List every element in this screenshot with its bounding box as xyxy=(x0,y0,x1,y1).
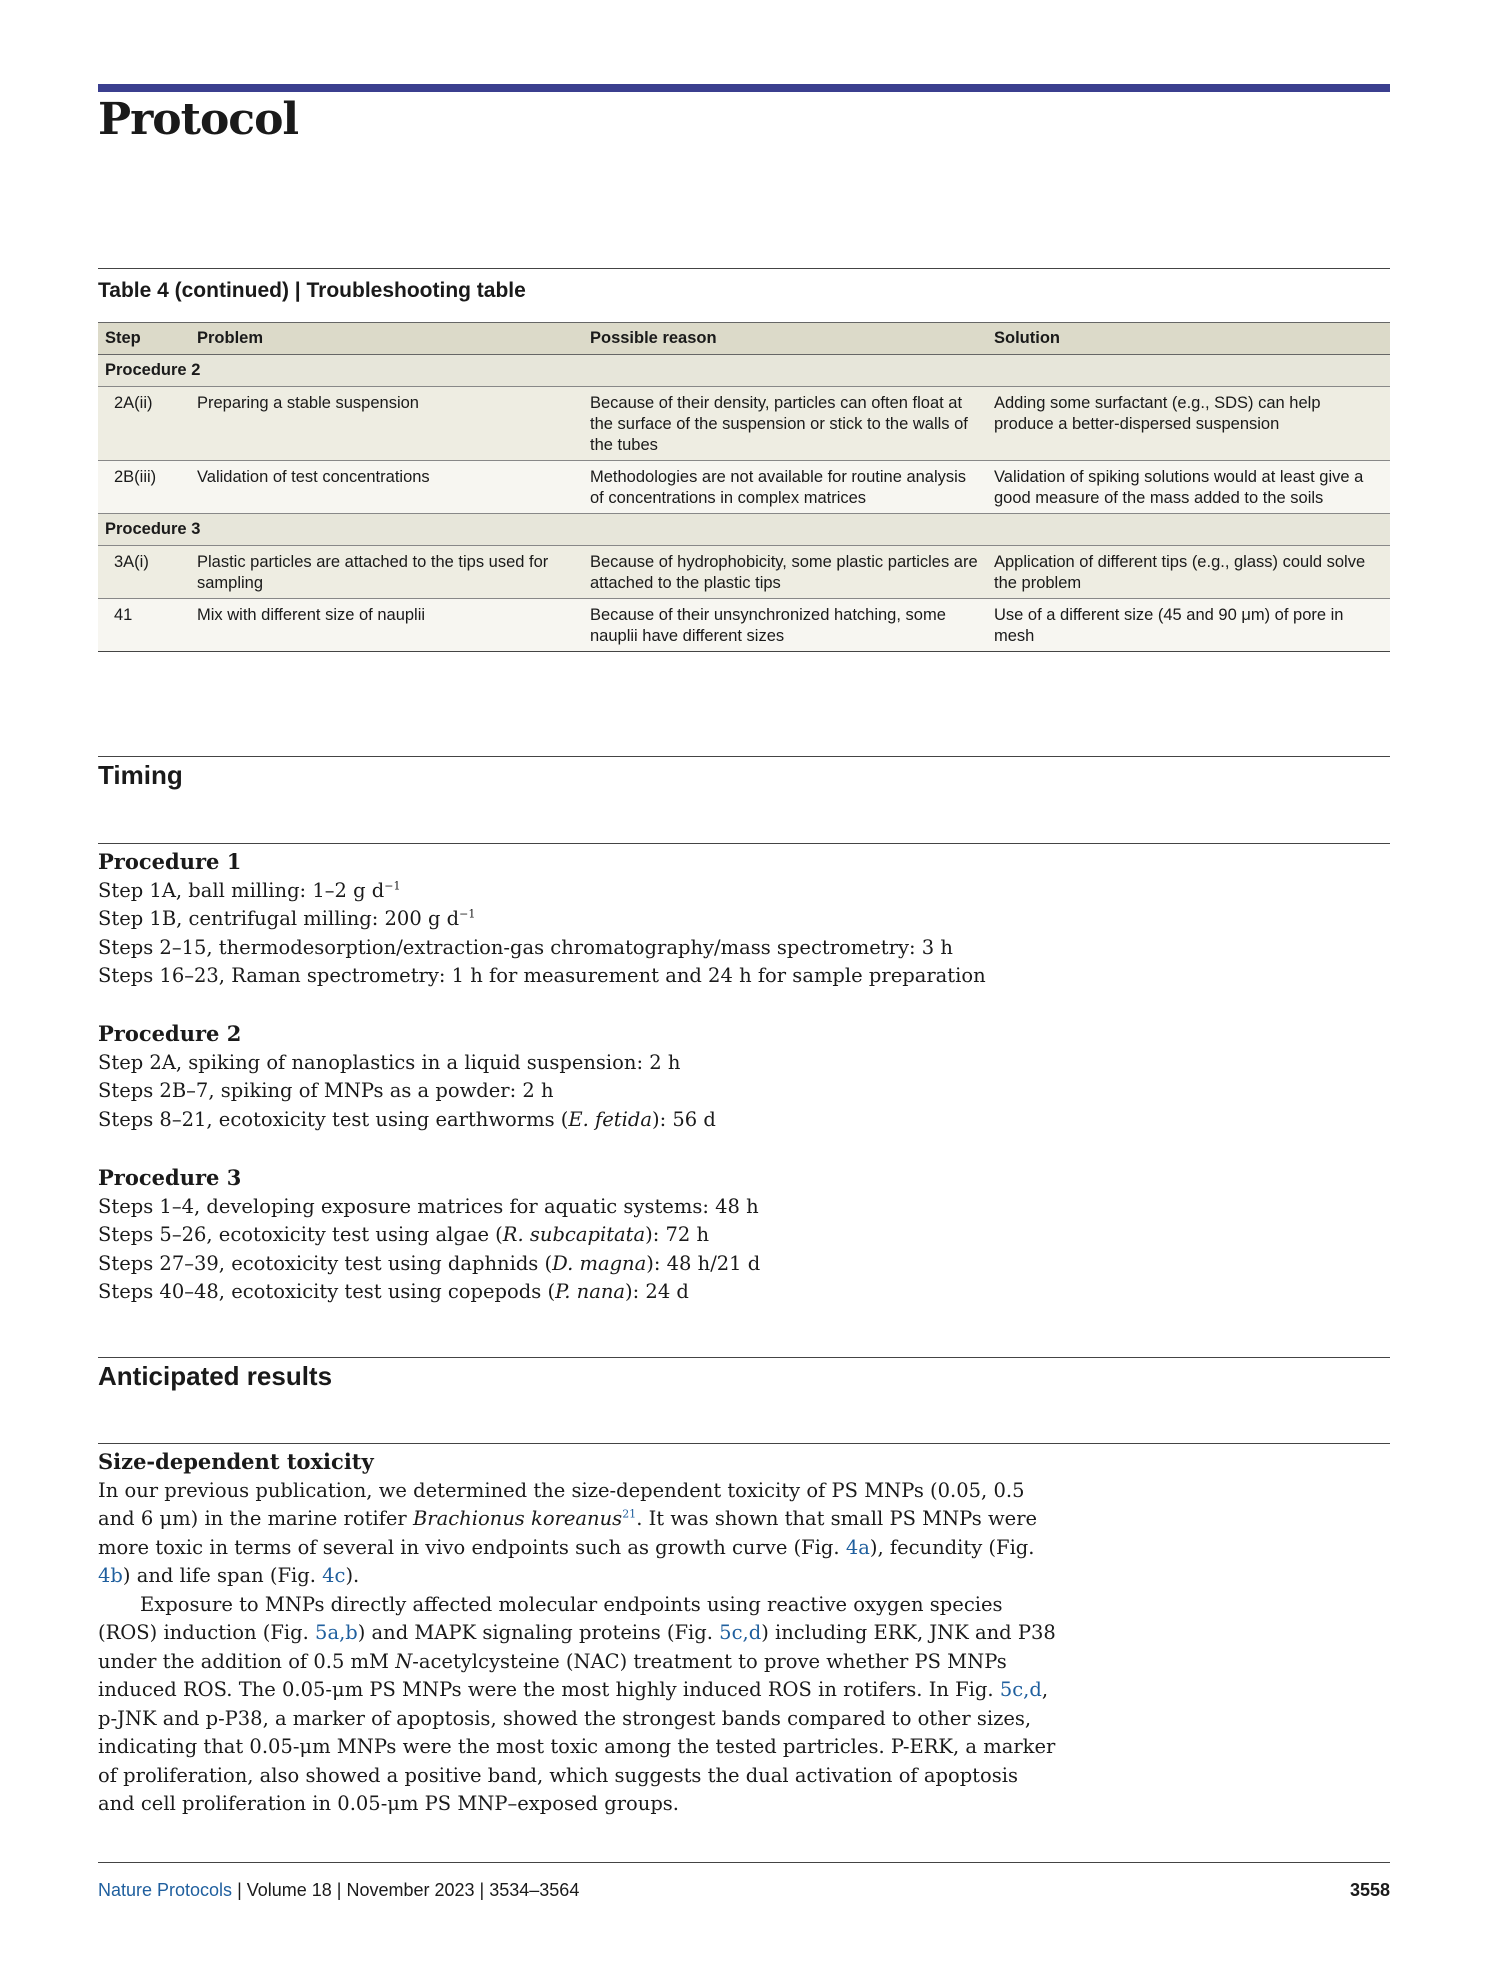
timing-procedure-3 xyxy=(98,1164,1098,1307)
timing-line: Step 1B, centrifugal milling: 200 g $d^{-1}$ xyxy=(98,907,476,930)
table-group-row xyxy=(98,514,1390,546)
procedure-3-title: Procedure 3 xyxy=(98,1165,242,1190)
table-group-row xyxy=(98,355,1390,387)
citation-info: | Volume 18 | November 2023 | 3534–3564 xyxy=(232,1880,580,1900)
table-header-row xyxy=(98,323,1390,355)
cell-reason: Methodologies are not available for routine analysis of concentrations in complex matrices xyxy=(583,461,987,514)
journal-link[interactable]: Nature Protocols xyxy=(98,1880,233,1900)
anticipated-sub-rule xyxy=(98,1443,1390,1444)
cell-step: 2B(iii) xyxy=(98,461,190,514)
timing-line: Steps 5–26, ecotoxicity test using algae (R. subcapitata): 72 h xyxy=(98,1223,710,1246)
timing-sub-rule xyxy=(98,843,1390,844)
cell-solution: Adding some surfactant (e.g., SDS) can help produce a better-dispersed suspension xyxy=(987,387,1390,461)
timing-line: Steps 27–39, ecotoxicity test using daphnids (D. magna): 48 h/21 d xyxy=(98,1251,761,1275)
page-footer xyxy=(98,1880,1390,1901)
figure-link[interactable]: 5c,d xyxy=(999,1678,1042,1701)
timing-line: Steps 8–21, ecotoxicity test using earthworms (E. fetida): 56 d xyxy=(98,1107,716,1131)
table-top-rule xyxy=(98,268,1390,269)
timing-procedure-2 xyxy=(98,1020,1098,1134)
procedure-1-title: Procedure 1 xyxy=(98,849,242,874)
anticipated-rule xyxy=(98,1357,1390,1358)
subsection-title: Size-dependent toxicity xyxy=(98,1449,374,1474)
cell-problem: Validation of test concentrations xyxy=(190,461,583,514)
exponent: −1 xyxy=(384,879,401,892)
species-name: R. subcapitata xyxy=(502,1223,646,1246)
timing-line: Steps 16–23, Raman spectrometry: 1 h for measurement and 24 h for sample preparation xyxy=(98,964,986,987)
cell-solution: Application of different tips (e.g., glass) could solve the problem xyxy=(987,546,1390,599)
troubleshooting-table xyxy=(98,322,1390,652)
timing-line: Step 1A, ball milling: 1–2 g $d^{-1}$ xyxy=(98,878,401,902)
paragraph: In our previous publication, we determined the size-dependent toxicity of PS MNPs (0.05, 0.5 and 6 μm) in the marine rotifer Brachionus koreanus$^{21}$. It was shown that small PS MNPs were more toxic in terms of several in vivo endpoints such as growth curve (Fig. 4a), fecundity (Fig. 4b) and life span (Fig. 4c). xyxy=(98,1478,1038,1587)
anticipated-body xyxy=(98,1448,1058,1819)
col-header-step: Step xyxy=(98,323,190,355)
cell-problem: Preparing a stable suspension xyxy=(190,387,583,461)
timing-heading: Timing xyxy=(98,760,183,790)
cell-step: 2A(ii) xyxy=(98,387,190,461)
timing-procedure-1 xyxy=(98,848,1098,991)
group-label: Procedure 2 xyxy=(98,355,1390,387)
cell-problem: Plastic particles are attached to the tips used for sampling xyxy=(190,546,583,599)
timing-rule xyxy=(98,756,1390,757)
figure-link[interactable]: 5a,b xyxy=(315,1621,358,1644)
cell-reason: Because of their density, particles can often float at the surface of the suspension or stick to the walls of the tubes xyxy=(583,387,987,461)
paragraph: Exposure to MNPs directly affected molecular endpoints using reactive oxygen species (ROS) induction (Fig. 5a,b) and MAPK signaling proteins (Fig. 5c,d) including ERK, JNK and P38 under the addition of 0.5 mM N-acetylcysteine (NAC) treatment to prove whether PS MNPs induced ROS. The 0.05-μm PS MNPs were the most highly induced ROS in rotifers. In Fig. 5c,d, p-JNK and p-P38, a marker of apoptosis, showed the strongest bands compared to other sizes, indicating that 0.05-μm MNPs were the most toxic among the tested partricles. P-ERK, a marker of proliferation, also showed a positive band, which suggests the dual activation of apoptosis and cell proliferation in 0.05-μm PS MNP–exposed groups. xyxy=(98,1592,1056,1815)
cell-reason: Because of hydrophobicity, some plastic particles are attached to the plastic tips xyxy=(583,546,987,599)
anticipated-heading: Anticipated results xyxy=(98,1361,333,1391)
cell-reason: Because of their unsynchronized hatching, some nauplii have different sizes xyxy=(583,599,987,652)
species-name: D. magna xyxy=(552,1251,647,1275)
footer-rule xyxy=(98,1862,1390,1863)
citation-link[interactable]: 21 xyxy=(622,1507,637,1521)
cell-problem: Mix with different size of nauplii xyxy=(190,599,583,652)
header-accent-bar xyxy=(98,84,1390,92)
table-caption: Table 4 (continued) | Troubleshooting table xyxy=(98,279,526,302)
page-number: 3558 xyxy=(1349,1880,1390,1900)
timing-line: Steps 40–48, ecotoxicity test using copepods (P. nana): 24 d xyxy=(98,1280,689,1303)
species-name: E. fetida xyxy=(568,1107,652,1131)
procedure-2-title: Procedure 2 xyxy=(98,1021,242,1046)
timing-line: Steps 2–15, thermodesorption/extraction-gas chromatography/mass spectrometry: 3 h xyxy=(98,935,953,959)
table-row xyxy=(98,546,1390,599)
figure-link[interactable]: 4b xyxy=(98,1564,123,1587)
figure-link[interactable]: 4a xyxy=(845,1535,870,1559)
species-name: Brachionus koreanus xyxy=(412,1507,623,1530)
group-label: Procedure 3 xyxy=(98,514,1390,546)
col-header-solution: Solution xyxy=(987,323,1390,355)
col-header-problem: Problem xyxy=(190,323,583,355)
cell-solution: Validation of spiking solutions would at least give a good measure of the mass added to the soils xyxy=(987,461,1390,514)
timing-line: Steps 1–4, developing exposure matrices for aquatic systems: 48 h xyxy=(98,1194,759,1218)
cell-step: 41 xyxy=(98,599,190,652)
timing-line: Step 2A, spiking of nanoplastics in a liquid suspension: 2 h xyxy=(98,1050,681,1074)
table-row xyxy=(98,599,1390,652)
exponent: −1 xyxy=(459,907,476,921)
col-header-reason: Possible reason xyxy=(583,323,987,355)
table-row xyxy=(98,387,1390,461)
cell-solution: Use of a different size (45 and 90 μm) of pore in mesh xyxy=(987,599,1390,652)
cell-step: 3A(i) xyxy=(98,546,190,599)
figure-link[interactable]: 5c,d xyxy=(719,1621,762,1644)
timing-line: Steps 2B–7, spiking of MNPs as a powder: 2 h xyxy=(98,1079,554,1102)
page-header-title: Protocol xyxy=(98,94,299,145)
figure-link[interactable]: 4c xyxy=(322,1564,346,1587)
species-name: P. nana xyxy=(555,1280,626,1303)
table-row xyxy=(98,461,1390,514)
